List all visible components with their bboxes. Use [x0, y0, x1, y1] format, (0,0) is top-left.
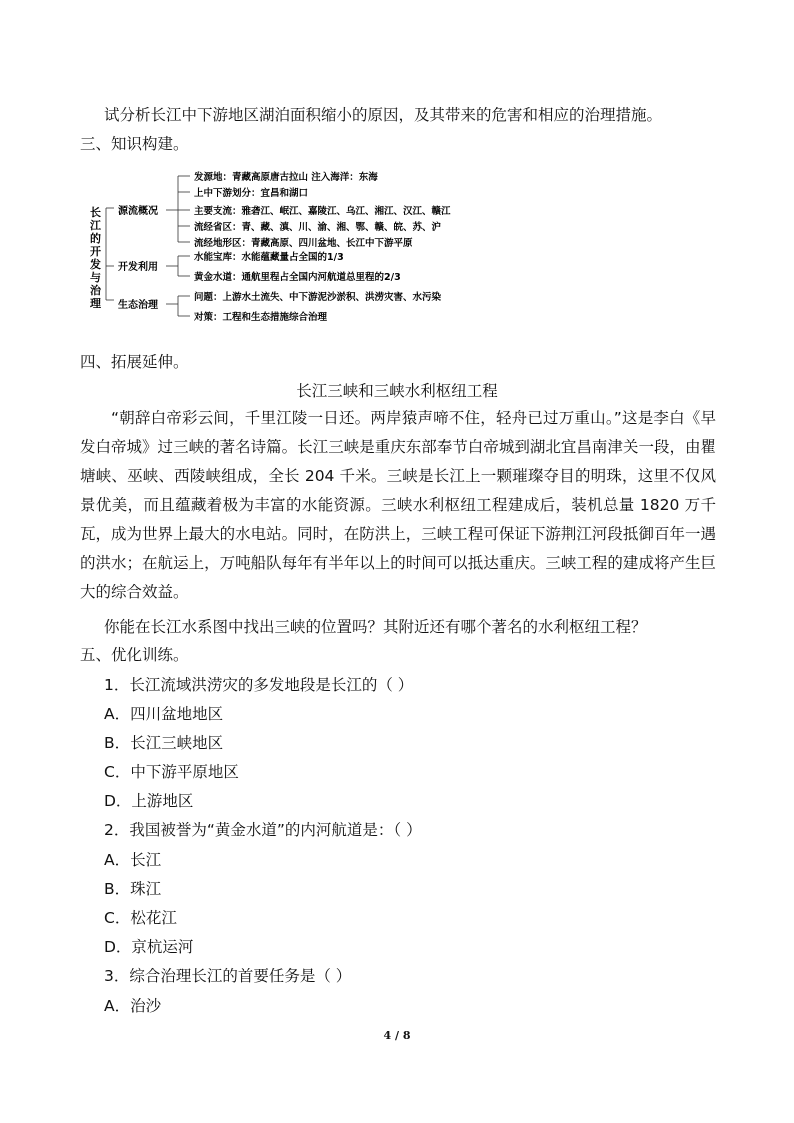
map-item: 水能宝库：水能蕴藏量占全国的1/3 [194, 252, 344, 263]
intro-question: 试分析长江中下游地区湖泊面积缩小的原因，及其带来的危害和相应的治理措施。 [104, 106, 663, 124]
map-item: 流经省区：青、藏、滇、川、渝、湘、鄂、赣、皖、苏、沪 [194, 222, 442, 233]
option-d: D．京杭运河 [104, 938, 194, 956]
section3-heading: 三、知识构建。 [80, 135, 189, 153]
article-paragraph: “朝辞白帝彩云间，千里江陵一日还。两岸猿声啼不住，轻舟已过万重山。”这是李白《早发白帝城》过三峡的著名诗篇。长江三峡是重庆东部奉节白帝城到湖北宜昌南津关一段，由瞿塘峡、巫峡、西陵峡组成，全长 204 千米。三峡是长江上一颗璀璨夺目的明珠，这里不仅风景优美，而且蕴藏着极为丰富的水能资源。三峡水利枢纽工程建成后，装机总量 1820 万千瓦，成为世界上最大的水电站。同时，在防洪上，三峡工程可保证下游荆江河段抵御百年一遇的洪水；在航运上，万吨船队每年有半年以上的时间可以抵达重庆。三峡工程的建成将产生巨大的综合效益。 [80, 409, 716, 601]
map-group-label: 开发利用 [118, 262, 158, 273]
map-root-char [89, 205, 102, 310]
map-item: 上中下游划分：宜昌和湖口 [194, 188, 309, 199]
option-a: A．治沙 [104, 997, 162, 1015]
map-root-glyph: 发 [90, 258, 101, 271]
section5-heading: 五、优化训练。 [80, 646, 189, 664]
option-b: B．珠江 [104, 880, 162, 898]
map-root-glyph: 理 [90, 297, 101, 310]
option-c: C．中下游平原地区 [104, 763, 239, 781]
map-item: 发源地：青藏高原唐古拉山 注入海洋：东海 [194, 172, 378, 183]
question-stem: 1．长江流域洪涝灾的多发地段是长江的（ ） [104, 676, 414, 694]
knowledge-map [84, 164, 524, 330]
map-root-glyph: 与 [90, 271, 101, 284]
map-root-glyph: 开 [90, 245, 101, 258]
map-root-glyph: 江 [90, 219, 101, 232]
map-item: 黄金水道：通航里程占全国内河航道总里程的2/3 [194, 272, 401, 283]
section4-heading: 四、拓展延伸。 [80, 353, 189, 371]
option-c: C．松花江 [104, 909, 177, 927]
map-root-glyph: 治 [90, 284, 101, 297]
article-title: 长江三峡和三峡水利枢纽工程 [296, 382, 498, 400]
map-root-glyph: 长 [90, 206, 101, 219]
option-b: B．长江三峡地区 [104, 734, 224, 752]
map-item: 主要支流：雅砻江、岷江、嘉陵江、乌江、湘江、汉江、赣江 [194, 206, 451, 217]
map-item: 问题：上游水土流失、中下游泥沙淤积、洪涝灾害、水污染 [194, 292, 442, 303]
map-root-glyph: 的 [90, 232, 101, 245]
option-d: D．上游地区 [104, 792, 194, 810]
question-stem: 3．综合治理长江的首要任务是（ ） [104, 967, 352, 985]
map-group-label: 源流概况 [118, 206, 158, 217]
page-number: 4 / 8 [383, 1029, 411, 1042]
article-question: 你能在长江水系图中找出三峡的位置吗？其附近还有哪个著名的水利枢纽工程？ [104, 618, 647, 636]
map-group-label: 生态治理 [118, 300, 158, 311]
option-a: A．四川盆地地区 [104, 705, 224, 723]
option-a: A．长江 [104, 851, 162, 869]
map-item: 流经地形区：青藏高原、四川盆地、长江中下游平原 [194, 238, 413, 249]
map-item: 对策：工程和生态措施综合治理 [194, 312, 328, 323]
question-stem: 2．我国被誉为“黄金水道”的内河航道是：（ ） [104, 821, 422, 839]
